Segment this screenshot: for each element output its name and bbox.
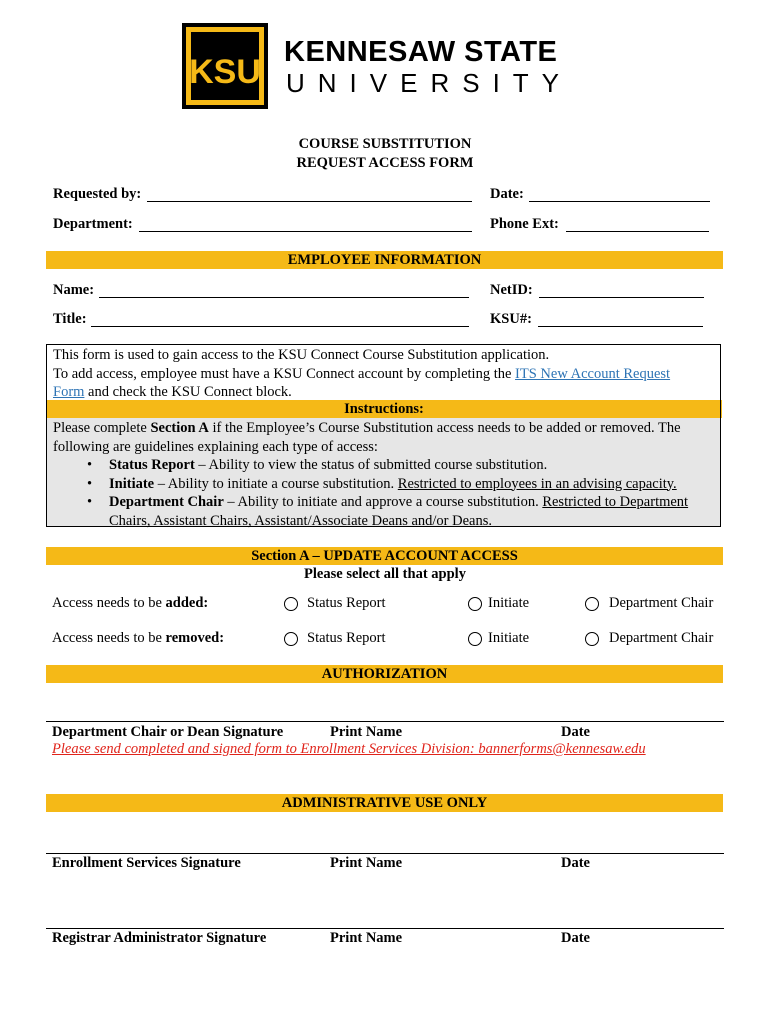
date-field[interactable] xyxy=(529,201,710,202)
enrollment-signature-line[interactable] xyxy=(46,853,724,854)
department-label: Department: xyxy=(53,216,133,232)
removed-status-report-label: Status Report xyxy=(307,630,386,646)
enrollment-date-label: Date xyxy=(561,855,590,871)
title-label: Title: xyxy=(53,311,87,327)
logo-line-2: UNIVERSITY xyxy=(286,68,573,98)
registrar-print-name-label: Print Name xyxy=(330,930,403,946)
name-field[interactable] xyxy=(99,297,469,298)
dept-chair-signature-label: Department Chair or Dean Signature xyxy=(52,724,284,740)
added-status-report-radio[interactable] xyxy=(284,597,298,611)
auth-print-name-label: Print Name xyxy=(330,724,403,740)
netid-label: NetID: xyxy=(490,282,533,298)
section-a-subheading: Please select all that apply xyxy=(304,566,466,582)
department-field[interactable] xyxy=(139,231,472,232)
removed-status-report-radio[interactable] xyxy=(284,632,298,646)
registrar-signature-label: Registrar Administrator Signature xyxy=(52,930,267,946)
added-initiate-radio[interactable] xyxy=(468,597,482,611)
added-department-chair-radio[interactable] xyxy=(585,597,599,611)
requested-by-field[interactable] xyxy=(147,201,472,202)
added-status-report-label: Status Report xyxy=(307,595,386,611)
added-label: Access needs to be added: xyxy=(52,595,209,611)
enrollment-signature-label: Enrollment Services Signature xyxy=(52,855,241,871)
logo-line-1: KENNESAW STATE xyxy=(284,36,558,68)
title-field[interactable] xyxy=(91,326,469,327)
bullet-initiate: • Initiate – Ability to initiate a course substitution. Restricted to employees in an advising capacity. xyxy=(87,475,677,492)
added-initiate-label: Initiate xyxy=(488,595,530,611)
administrative-use-header: ADMINISTRATIVE USE ONLY xyxy=(46,794,723,812)
its-account-link-cont[interactable]: Form xyxy=(53,384,85,400)
removed-department-chair-radio[interactable] xyxy=(585,632,599,646)
form-title-line-2: REQUEST ACCESS FORM xyxy=(296,155,474,171)
form-title-line-1: COURSE SUBSTITUTION xyxy=(298,136,472,152)
bullet-icon: • xyxy=(87,457,93,473)
requested-by-label: Requested by: xyxy=(53,186,142,202)
employee-information-header: EMPLOYEE INFORMATION xyxy=(46,251,723,269)
info-line-2: To add access, employee must have a KSU Connect account by completing the ITS New Account Request xyxy=(53,365,671,382)
removed-initiate-label: Initiate xyxy=(488,630,530,646)
bullet-icon: • xyxy=(87,494,93,510)
ksu-logo-icon xyxy=(182,23,268,109)
ksu-number-field[interactable] xyxy=(538,326,703,327)
registrar-signature-line[interactable] xyxy=(46,928,724,929)
bullet-status-report: • Status Report – Ability to view the status of submitted course substitution. xyxy=(87,457,548,473)
ksu-number-label: KSU#: xyxy=(490,311,532,327)
auth-date-label: Date xyxy=(561,724,590,740)
bullet-department-chair: • Department Chair – Ability to initiate and approve a course substitution. Restricted to Department Chairs, Assistant Chairs, Assistant/Associate Deans and/or Deans. xyxy=(87,494,689,529)
info-line-1: This form is used to gain access to the KSU Connect Course Substitution application. xyxy=(53,347,550,363)
removed-department-chair-label: Department Chair xyxy=(609,630,714,646)
phone-ext-label: Phone Ext: xyxy=(490,216,559,232)
phone-ext-field[interactable] xyxy=(566,231,709,232)
logo-mark-text: KSU xyxy=(189,53,261,91)
added-department-chair-label: Department Chair xyxy=(609,595,714,611)
instructions-paragraph: Please complete Section A if the Employee’s Course Substitution access needs to be added or removed. The following are guidelines explaining each type of access: xyxy=(53,420,681,455)
netid-field[interactable] xyxy=(539,297,704,298)
info-text: This form is used to gain access to the KSU Connect Course Substitution application. To add access, employee must have a KSU Connect account by completing the ITS New Account Request Form and check the KSU Connect block. xyxy=(53,346,715,402)
its-account-link[interactable]: ITS New Account Request xyxy=(515,365,671,382)
registrar-date-label: Date xyxy=(561,930,590,946)
removed-initiate-radio[interactable] xyxy=(468,632,482,646)
name-label: Name: xyxy=(53,282,95,298)
authorization-signature-line[interactable] xyxy=(46,721,724,722)
date-label: Date: xyxy=(490,186,524,202)
enrollment-print-name-label: Print Name xyxy=(330,855,403,871)
instructions-heading: Instructions: xyxy=(344,401,424,417)
instructions-text xyxy=(53,419,715,530)
removed-label: Access needs to be removed: xyxy=(52,630,225,646)
authorization-header: AUTHORIZATION xyxy=(46,665,723,683)
submission-note[interactable]: Please send completed and signed form to Enrollment Services Division: bannerforms@kennesaw.edu xyxy=(52,741,646,757)
bullet-icon: • xyxy=(87,475,93,492)
section-a-header: Section A – UPDATE ACCOUNT ACCESS xyxy=(46,547,723,565)
